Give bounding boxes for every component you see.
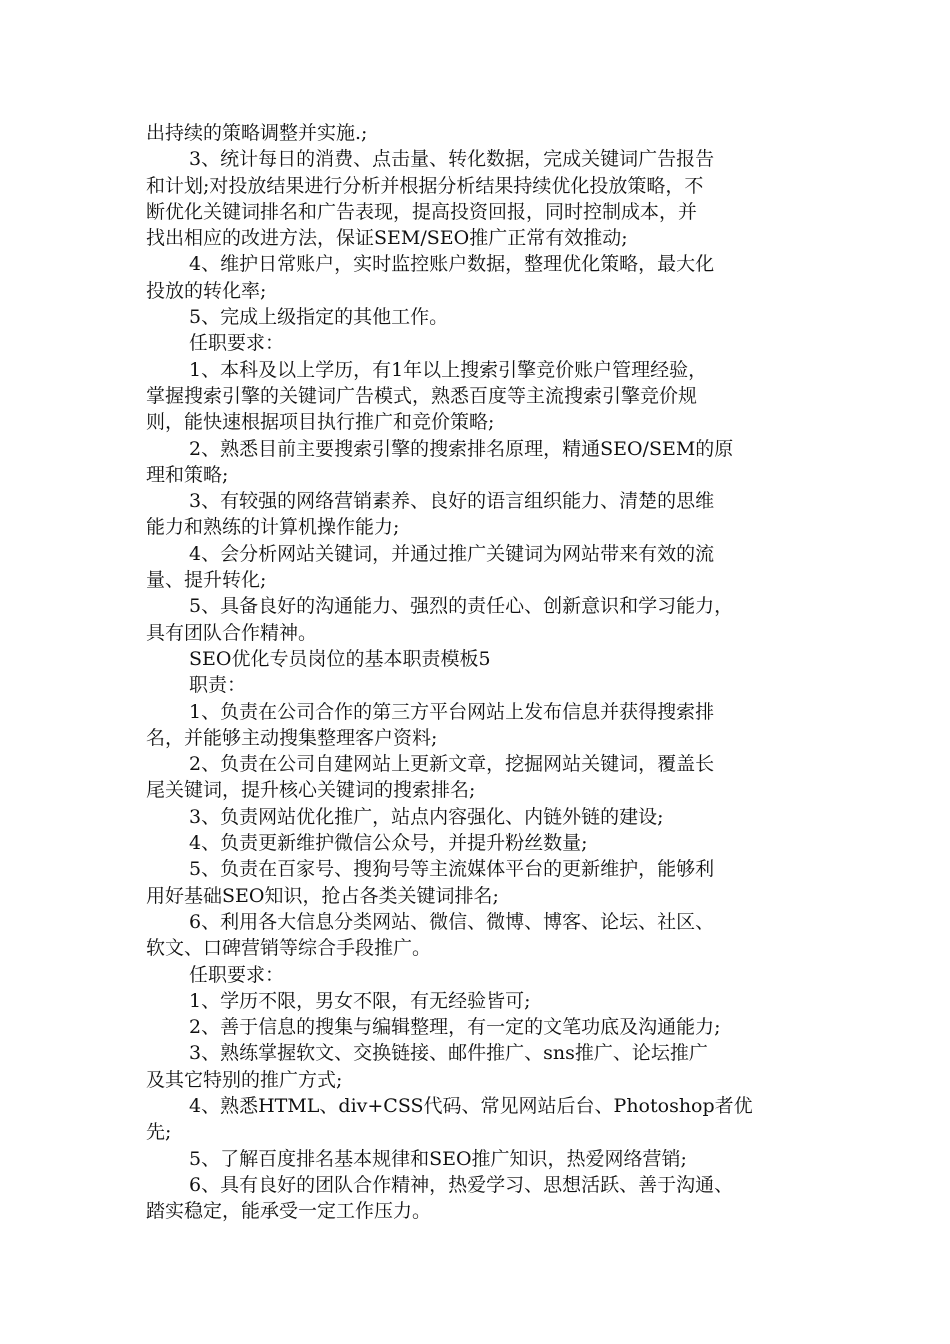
text-line: 1、学历不限，男女不限，有无经验皆可; <box>189 989 531 1012</box>
text-line: 名，并能够主动搜集整理客户资料; <box>146 726 438 749</box>
text-line: 3、统计每日的消费、点击量、转化数据，完成关键词广告报告 <box>189 148 715 171</box>
text-line: 理和策略; <box>146 463 229 486</box>
text-line: 4、会分析网站关键词，并通过推广关键词为网站带来有效的流 <box>189 542 715 565</box>
text-line: 3、有较强的网络营销素养、良好的语言组织能力、清楚的思维 <box>189 490 715 513</box>
text-line: 5、完成上级指定的其他工作。 <box>189 306 449 329</box>
text-line: 踏实稳定，能承受一定工作压力。 <box>146 1200 432 1223</box>
text-line: 断优化关键词排名和广告表现，提高投资回报，同时控制成本，并 <box>146 200 698 223</box>
text-line: 任职要求： <box>189 332 285 355</box>
text-line: 用好基础SEO知识，抢占各类关键词排名; <box>146 884 499 907</box>
text-line: 3、熟练掌握软文、交换链接、邮件推广、sns推广、论坛推广 <box>189 1042 708 1065</box>
text-line: 掌握搜索引擎的关键词广告模式，熟悉百度等主流搜索引擎竞价规 <box>146 384 698 407</box>
document-page <box>146 120 826 1224</box>
text-line: 则，能快速根据项目执行推广和竞价策略; <box>146 411 495 434</box>
text-line: 尾关键词，提升核心关键词的搜索排名; <box>146 779 476 802</box>
text-line: 4、负责更新维护微信公众号，并提升粉丝数量; <box>189 832 588 855</box>
text-line: 软文、口碑营销等综合手段推广。 <box>146 937 432 960</box>
text-line: 2、熟悉目前主要搜索引擎的搜索排名原理，精通SEO/SEM的原 <box>189 437 734 460</box>
text-line: 1、本科及以上学历，有1年以上搜索引擎竞价账户管理经验， <box>189 358 708 381</box>
text-line: 出持续的策略调整并实施.; <box>146 122 368 144</box>
text-line: SEO优化专员岗位的基本职责模板5 <box>189 647 491 670</box>
text-line: 职责： <box>189 674 247 697</box>
text-line: 5、具备良好的沟通能力、强烈的责任心、创新意识和学习能力， <box>189 595 734 618</box>
text-line: 3、负责网站优化推广，站点内容强化、内链外链的建设; <box>189 805 664 828</box>
text-line: 和计划;对投放结果进行分析并根据分析结果持续优化投放策略，不 <box>146 174 704 197</box>
text-line: 5、负责在百家号、搜狗号等主流媒体平台的更新维护，能够利 <box>189 858 715 881</box>
text-line: 2、善于信息的搜集与编辑整理，有一定的文笔功底及沟通能力; <box>189 1016 721 1039</box>
text-line: 4、熟悉HTML、div+CSS代码、常见网站后台、Photoshop者优 <box>189 1094 753 1117</box>
text-line: 4、维护日常账户，实时监控账户数据，整理优化策略，最大化 <box>189 253 715 276</box>
text-line: 能力和熟练的计算机操作能力; <box>146 516 400 539</box>
text-line: 及其它特别的推广方式; <box>146 1068 343 1091</box>
text-line: 5、了解百度排名基本规律和SEO推广知识，热爱网络营销; <box>189 1147 687 1170</box>
text-line: 先; <box>146 1121 172 1144</box>
text-line: 6、具有良好的团队合作精神，热爱学习、思想活跃、善于沟通、 <box>189 1173 734 1196</box>
text-line: 任职要求： <box>189 963 285 986</box>
text-line: 投放的转化率; <box>146 279 267 302</box>
text-line: 量、提升转化; <box>146 569 267 592</box>
text-line: 6、利用各大信息分类网站、微信、微博、博客、论坛、社区、 <box>189 910 715 933</box>
text-line: 1、负责在公司合作的第三方平台网站上发布信息并获得搜索排 <box>189 700 715 723</box>
text-line: 具有团队合作精神。 <box>146 621 318 644</box>
text-line: 2、负责在公司自建网站上更新文章，挖掘网站关键词，覆盖长 <box>189 753 715 776</box>
text-line: 找出相应的改进方法，保证SEM/SEO推广正常有效推动; <box>146 227 628 250</box>
